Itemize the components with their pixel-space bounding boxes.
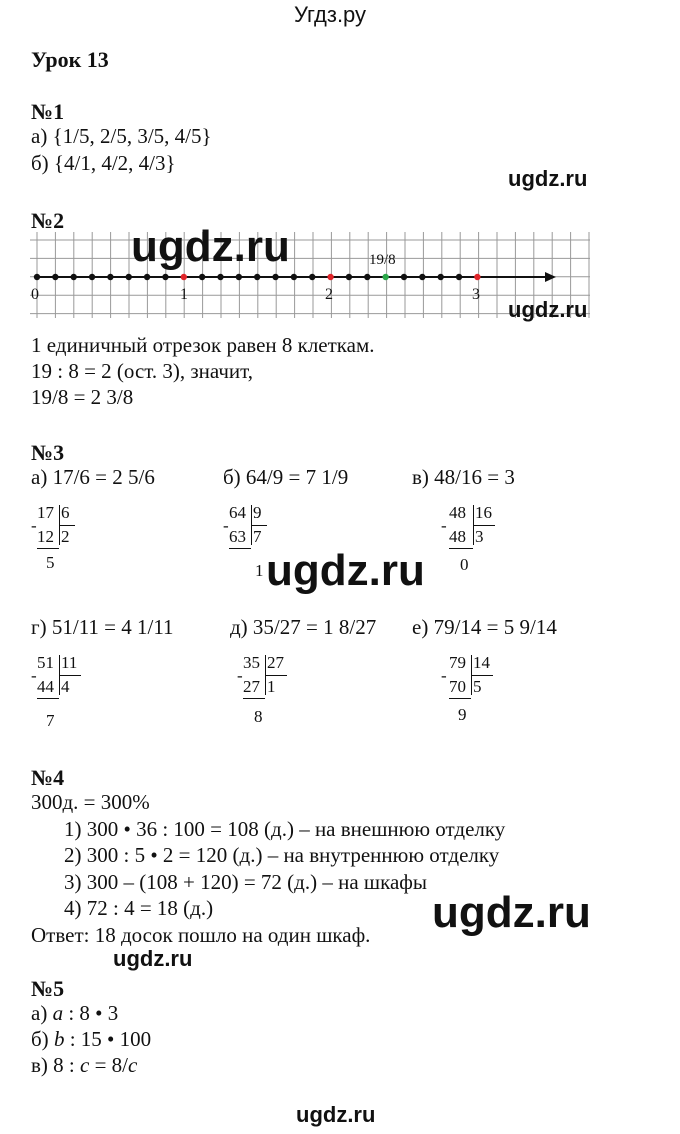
unit-point <box>327 274 333 280</box>
quotient-line <box>251 525 267 526</box>
quotient: 4 <box>61 677 70 696</box>
expression: : 8 • 3 <box>63 1001 119 1025</box>
variable: c <box>80 1053 90 1077</box>
divisor: 16 <box>475 503 492 522</box>
quotient: 1 <box>267 677 276 696</box>
axis-label-3: 3 <box>472 286 480 303</box>
task4-answer: Ответ: 18 досок пошло на один шкаф. <box>31 923 371 947</box>
task2-line-1: 1 единичный отрезок равен 8 клеткам. <box>31 333 375 357</box>
tick-point <box>309 274 315 280</box>
remainder: 1 <box>255 561 264 580</box>
task3-title: №3 <box>31 440 65 465</box>
divisor: 9 <box>253 503 262 522</box>
expression: : 15 • 100 <box>64 1027 152 1051</box>
product: 70 <box>449 677 466 696</box>
task5-title: №5 <box>31 976 65 1001</box>
product: 63 <box>229 527 246 546</box>
tick-point <box>254 274 260 280</box>
tick-point <box>236 274 242 280</box>
product: 48 <box>449 527 466 546</box>
remainder: 0 <box>460 555 469 574</box>
axis-label-0: 0 <box>31 286 39 303</box>
tick-point <box>107 274 113 280</box>
tick-point <box>199 274 205 280</box>
dividend: 48 <box>449 503 466 522</box>
dividend: 64 <box>229 503 246 522</box>
watermark: ugdz.ru <box>113 946 193 971</box>
tick-point <box>144 274 150 280</box>
site-title: Угдз.ру <box>294 2 367 27</box>
task3-expr-d: г) 51/11 = 4 1/11 <box>31 615 174 639</box>
product: 12 <box>37 527 54 546</box>
task5-line-b <box>31 1027 151 1052</box>
watermark: ugdz.ru <box>131 222 290 271</box>
minus-sign: - <box>223 516 229 535</box>
remainder: 9 <box>458 705 467 724</box>
divisor: 27 <box>267 653 284 672</box>
tick-point <box>126 274 132 280</box>
minus-sign: - <box>441 516 447 535</box>
tick-point <box>217 274 223 280</box>
tick-point <box>52 274 58 280</box>
tick-point <box>438 274 444 280</box>
task2-line-2: 19 : 8 = 2 (ост. 3), значит, <box>31 359 254 383</box>
variable: c <box>128 1053 138 1077</box>
task3-expr-e: д) 35/27 = 1 8/27 <box>230 615 377 639</box>
unit-point <box>181 274 187 280</box>
watermark: ugdz.ru <box>508 297 588 322</box>
quotient-line <box>59 675 81 676</box>
point-19-8 <box>382 274 388 280</box>
divisor: 6 <box>61 503 70 522</box>
tick-point <box>89 274 95 280</box>
task4-step-1: 1) 300 • 36 : 100 = 108 (д.) – на внешнюю отделку <box>64 817 506 841</box>
variable: b <box>53 1027 65 1051</box>
quotient-line <box>473 525 495 526</box>
tick-point <box>162 274 168 280</box>
task3-expr-f: е) 79/14 = 5 9/14 <box>412 615 557 639</box>
subtraction-line <box>229 548 251 549</box>
watermark: ugdz.ru <box>508 166 588 191</box>
task1-line-b: б) {4/1, 4/2, 4/3} <box>31 151 176 175</box>
unit-point <box>474 274 480 280</box>
axis-label-1: 1 <box>180 286 188 303</box>
dividend: 51 <box>37 653 54 672</box>
quotient-line <box>471 675 493 676</box>
tick-point <box>419 274 425 280</box>
quotient-line <box>59 525 75 526</box>
dividend: 79 <box>449 653 466 672</box>
prefix: а) <box>31 1001 53 1025</box>
task4-step-2: 2) 300 : 5 • 2 = 120 (д.) – на внутреннюю отделку <box>64 843 500 867</box>
axis-label-2: 2 <box>325 286 333 303</box>
tick-point <box>71 274 77 280</box>
task4-title: №4 <box>31 765 65 790</box>
minus-sign: - <box>237 666 243 685</box>
task3-expr-b: б) 64/9 = 7 1/9 <box>223 465 349 489</box>
quotient: 2 <box>61 527 70 546</box>
dividend: 17 <box>37 503 54 522</box>
subtraction-line <box>449 548 473 549</box>
tick-point <box>34 274 40 280</box>
quotient: 7 <box>253 527 262 546</box>
minus-sign: - <box>31 666 37 685</box>
subtraction-line <box>37 548 59 549</box>
remainder: 5 <box>46 553 55 572</box>
divisor: 11 <box>61 653 78 672</box>
task4-step-3: 3) 300 – (108 + 120) = 72 (д.) – на шкафы <box>64 870 427 894</box>
subtraction-line <box>37 698 59 699</box>
tick-point <box>272 274 278 280</box>
watermark: ugdz.ru <box>266 546 425 595</box>
point-label-19-8: 19/8 <box>369 252 396 268</box>
prefix: в) 8 : <box>31 1053 80 1077</box>
task1-title: №1 <box>31 99 65 124</box>
remainder: 7 <box>46 711 55 730</box>
task5-line-c <box>31 1053 137 1078</box>
variable: a <box>52 1001 64 1025</box>
remainder: 8 <box>254 707 263 726</box>
quotient: 5 <box>473 677 482 696</box>
axis-arrow-icon <box>545 272 556 282</box>
product: 27 <box>243 677 260 696</box>
minus-sign: - <box>441 666 447 685</box>
subtraction-line <box>449 698 471 699</box>
task2-line-3: 19/8 = 2 3/8 <box>31 385 134 409</box>
task3-expr-c: в) 48/16 = 3 <box>412 465 515 489</box>
task4-step-4: 4) 72 : 4 = 18 (д.) <box>64 896 214 920</box>
tick-point <box>346 274 352 280</box>
lesson-title: Урок 13 <box>31 47 109 72</box>
task1-line-a: а) {1/5, 2/5, 3/5, 4/5} <box>31 124 212 148</box>
dividend: 35 <box>243 653 260 672</box>
watermark: ugdz.ru <box>432 888 591 937</box>
tick-point <box>364 274 370 280</box>
tick-point <box>401 274 407 280</box>
divisor: 14 <box>473 653 490 672</box>
tick-point <box>291 274 297 280</box>
subtraction-line <box>243 698 265 699</box>
product: 44 <box>37 677 54 696</box>
quotient-line <box>265 675 287 676</box>
task5-line-a <box>31 1001 118 1026</box>
task4-given: 300д. = 300% <box>31 790 150 814</box>
expression: = 8/ <box>89 1053 129 1077</box>
task3-expr-a: а) 17/6 = 2 5/6 <box>31 465 155 489</box>
task2-title: №2 <box>31 208 65 233</box>
watermark: ugdz.ru <box>296 1102 376 1127</box>
tick-point <box>456 274 462 280</box>
minus-sign: - <box>31 516 37 535</box>
prefix: б) <box>31 1027 54 1051</box>
quotient: 3 <box>475 527 484 546</box>
